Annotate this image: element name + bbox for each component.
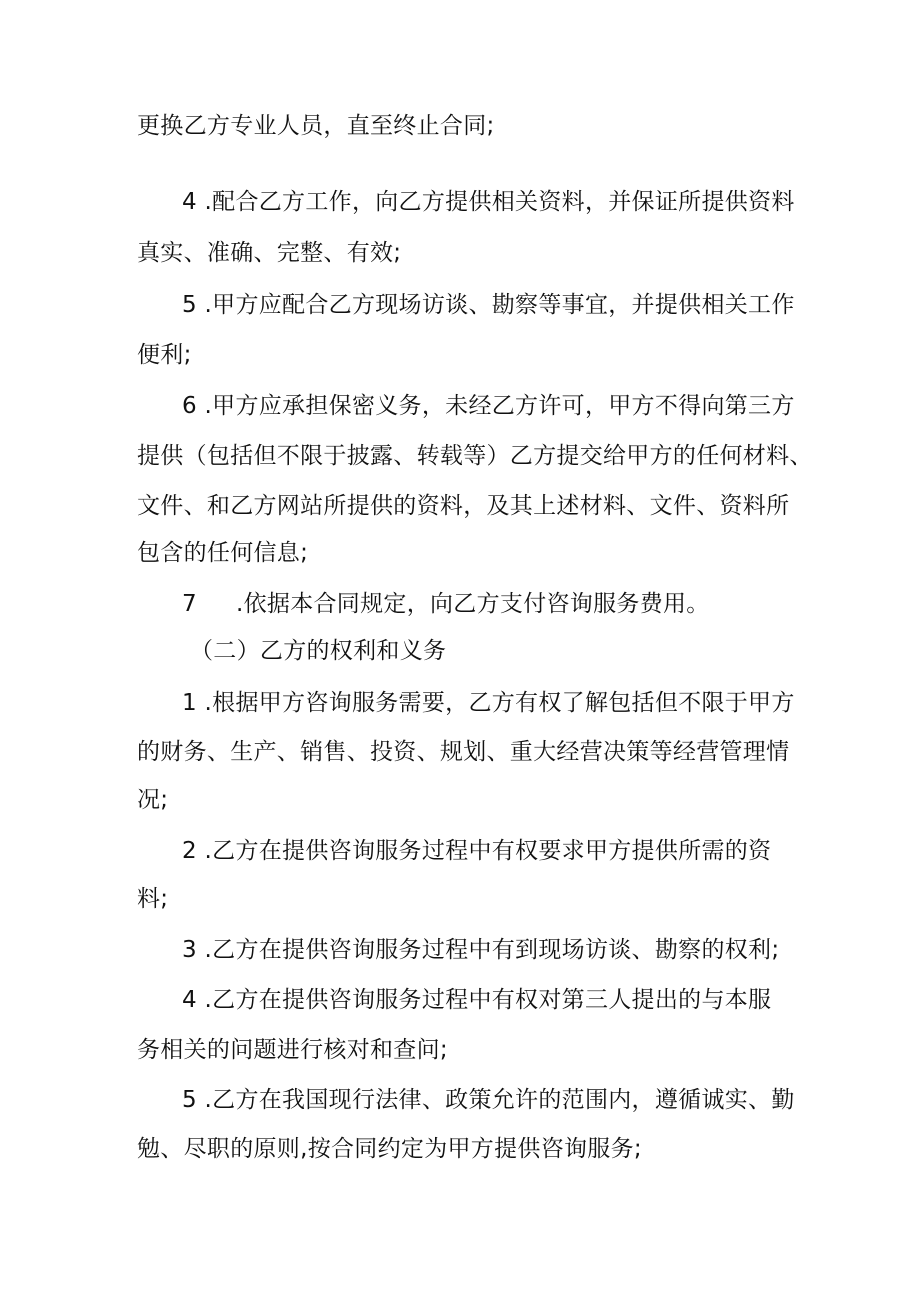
paragraph-line: 况; <box>137 787 169 813</box>
list-text: .依据本合同规定，向乙方支付咨询服务费用。 <box>236 591 710 617</box>
paragraph-line: 真实、准确、完整、有效; <box>137 240 402 266</box>
paragraph-line: 包含的任何信息; <box>137 540 309 566</box>
paragraph-line: 更换乙方专业人员，直至终止合同; <box>137 113 495 139</box>
paragraph-line: 6 .甲方应承担保密义务，未经乙方许可，甲方不得向第三方 <box>182 393 795 419</box>
paragraph-line: 务相关的问题进行核对和查问; <box>137 1037 448 1063</box>
paragraph-line: 文件、和乙方网站所提供的资料，及其上述材料、文件、资料所 <box>137 493 790 519</box>
paragraph-line: 2 .乙方在提供咨询服务过程中有权要求甲方提供所需的资 <box>182 838 772 864</box>
paragraph-line: 勉、尽职的原则,按合同约定为甲方提供咨询服务; <box>137 1136 642 1162</box>
paragraph-line <box>182 589 710 619</box>
paragraph-line: 4 .乙方在提供咨询服务过程中有权对第三人提出的与本服 <box>182 987 772 1013</box>
paragraph-line: 3 .乙方在提供咨询服务过程中有到现场访谈、勘察的权利; <box>182 937 780 963</box>
paragraph-line: 4 .配合乙方工作，向乙方提供相关资料，并保证所提供资料 <box>182 189 795 215</box>
paragraph-line: 5 .甲方应配合乙方现场访谈、勘察等事宜，并提供相关工作 <box>182 292 795 318</box>
paragraph-line: 提供（包括但不限于披露、转载等）乙方提交给甲方的任何材料、 <box>137 443 813 469</box>
paragraph-line: 1 .根据甲方咨询服务需要，乙方有权了解包括但不限于甲方 <box>182 690 795 716</box>
paragraph-line: 5 .乙方在我国现行法律、政策允许的范围内，遵循诚实、勤 <box>182 1087 795 1113</box>
section-heading: （二）乙方的权利和义务 <box>190 638 447 664</box>
paragraph-line: 料; <box>137 886 169 912</box>
list-number: 7 <box>182 591 197 617</box>
paragraph-line: 的财务、生产、销售、投资、规划、重大经营决策等经营管理情 <box>137 739 790 765</box>
paragraph-line: 便利; <box>137 342 192 368</box>
